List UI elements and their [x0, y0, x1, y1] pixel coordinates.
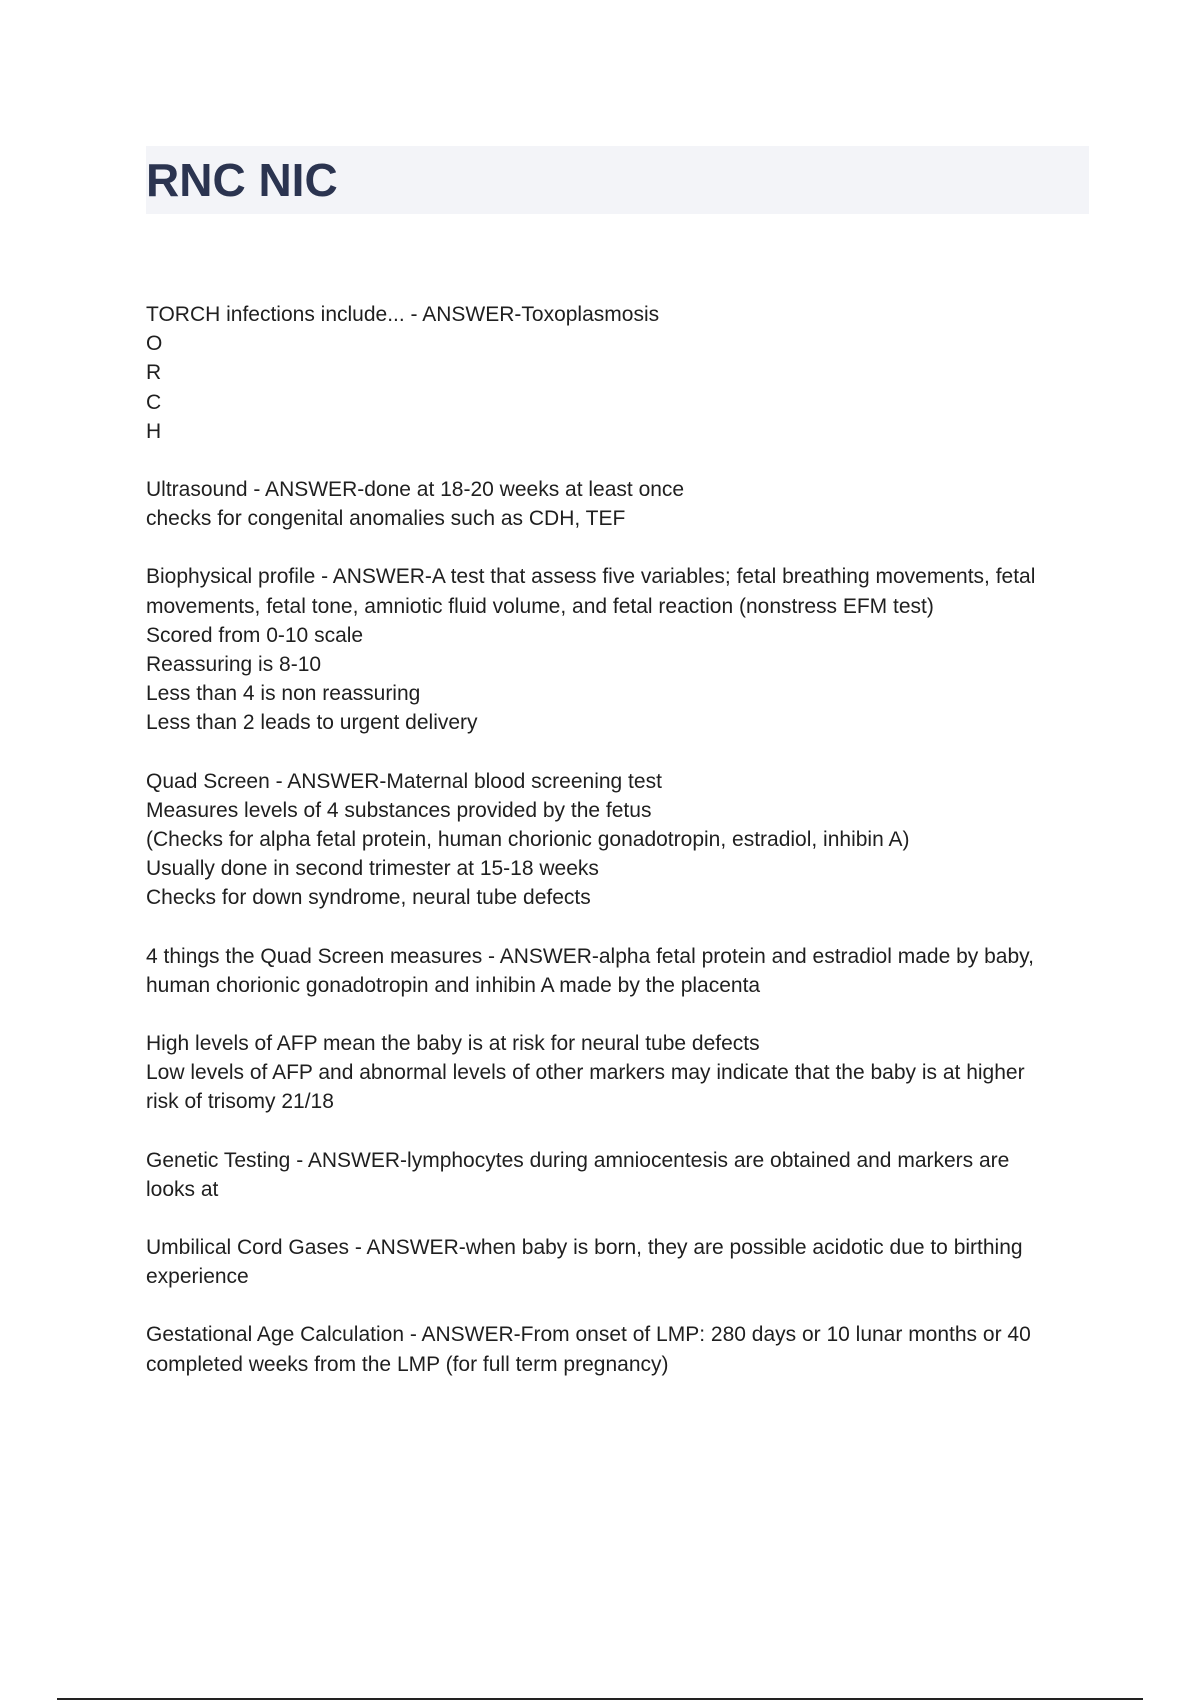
flashcard-entry: [146, 562, 1092, 737]
entry-answer-line: risk of trisomy 21/18: [146, 1090, 334, 1114]
title-band: [146, 146, 1089, 214]
entry-answer-line: experience: [146, 1265, 249, 1289]
entry-answer-line: Usually done in second trimester at 15-18 weeks: [146, 857, 599, 881]
entry-answer-line: H: [146, 419, 162, 443]
flashcard-entry: [146, 1146, 1092, 1204]
entry-answer-line: C: [146, 390, 162, 414]
flashcard-list: [146, 300, 1092, 1408]
flashcard-entry: [146, 475, 1092, 533]
entry-answer-line: Reassuring is 8-10: [146, 653, 322, 677]
entry-question-line: 4 things the Quad Screen measures - ANSWER-alpha fetal protein and estradiol made by baby,: [146, 944, 1034, 968]
page-title: RNC NIC: [146, 154, 338, 206]
entry-answer-line: (Checks for alpha fetal protein, human chorionic gonadotropin, estradiol, inhibin A): [146, 828, 910, 852]
flashcard-entry: [146, 300, 1092, 446]
entry-question-line: Quad Screen - ANSWER-Maternal blood screening test: [146, 769, 662, 793]
entry-answer-line: Scored from 0-10 scale: [146, 623, 364, 647]
entry-answer-line: Less than 4 is non reassuring: [146, 682, 421, 706]
entry-answer-line: Measures levels of 4 substances provided by the fetus: [146, 798, 652, 822]
entry-answer-line: looks at: [146, 1177, 219, 1201]
entry-question-line: Umbilical Cord Gases - ANSWER-when baby is born, they are possible acidotic due to birthing: [146, 1236, 1023, 1260]
flashcard-entry: [146, 1233, 1092, 1291]
entry-question-line: Ultrasound - ANSWER-done at 18-20 weeks at least once: [146, 478, 685, 502]
entry-question-line: Genetic Testing - ANSWER-lymphocytes during amniocentesis are obtained and markers are: [146, 1148, 1010, 1172]
flashcard-entry: [146, 1029, 1092, 1117]
entry-question-line: Biophysical profile - ANSWER-A test that assess five variables; fetal breathing movements, fetal: [146, 565, 1036, 589]
entry-answer-line: movements, fetal tone, amniotic fluid volume, and fetal reaction (nonstress EFM test): [146, 594, 934, 618]
entry-answer-line: R: [146, 361, 162, 385]
entry-question-line: TORCH infections include... - ANSWER-Toxoplasmosis: [146, 303, 660, 326]
entry-question-line: Gestational Age Calculation - ANSWER-From onset of LMP: 280 days or 10 lunar months or 40: [146, 1323, 1031, 1347]
flashcard-entry: [146, 1320, 1092, 1378]
flashcard-entry: [146, 942, 1092, 1000]
entry-question-line: High levels of AFP mean the baby is at risk for neural tube defects: [146, 1032, 760, 1056]
entry-answer-line: Less than 2 leads to urgent delivery: [146, 711, 478, 735]
entry-answer-line: Low levels of AFP and abnormal levels of other markers may indicate that the baby is at higher: [146, 1061, 1025, 1085]
entry-answer-line: O: [146, 332, 163, 356]
entry-answer-line: checks for congenital anomalies such as CDH, TEF: [146, 507, 626, 531]
entry-answer-line: completed weeks from the LMP (for full term pregnancy): [146, 1352, 669, 1376]
entry-answer-line: Checks for down syndrome, neural tube defects: [146, 886, 591, 910]
entry-answer-line: human chorionic gonadotropin and inhibin A made by the placenta: [146, 973, 761, 997]
flashcard-entry: [146, 767, 1092, 913]
